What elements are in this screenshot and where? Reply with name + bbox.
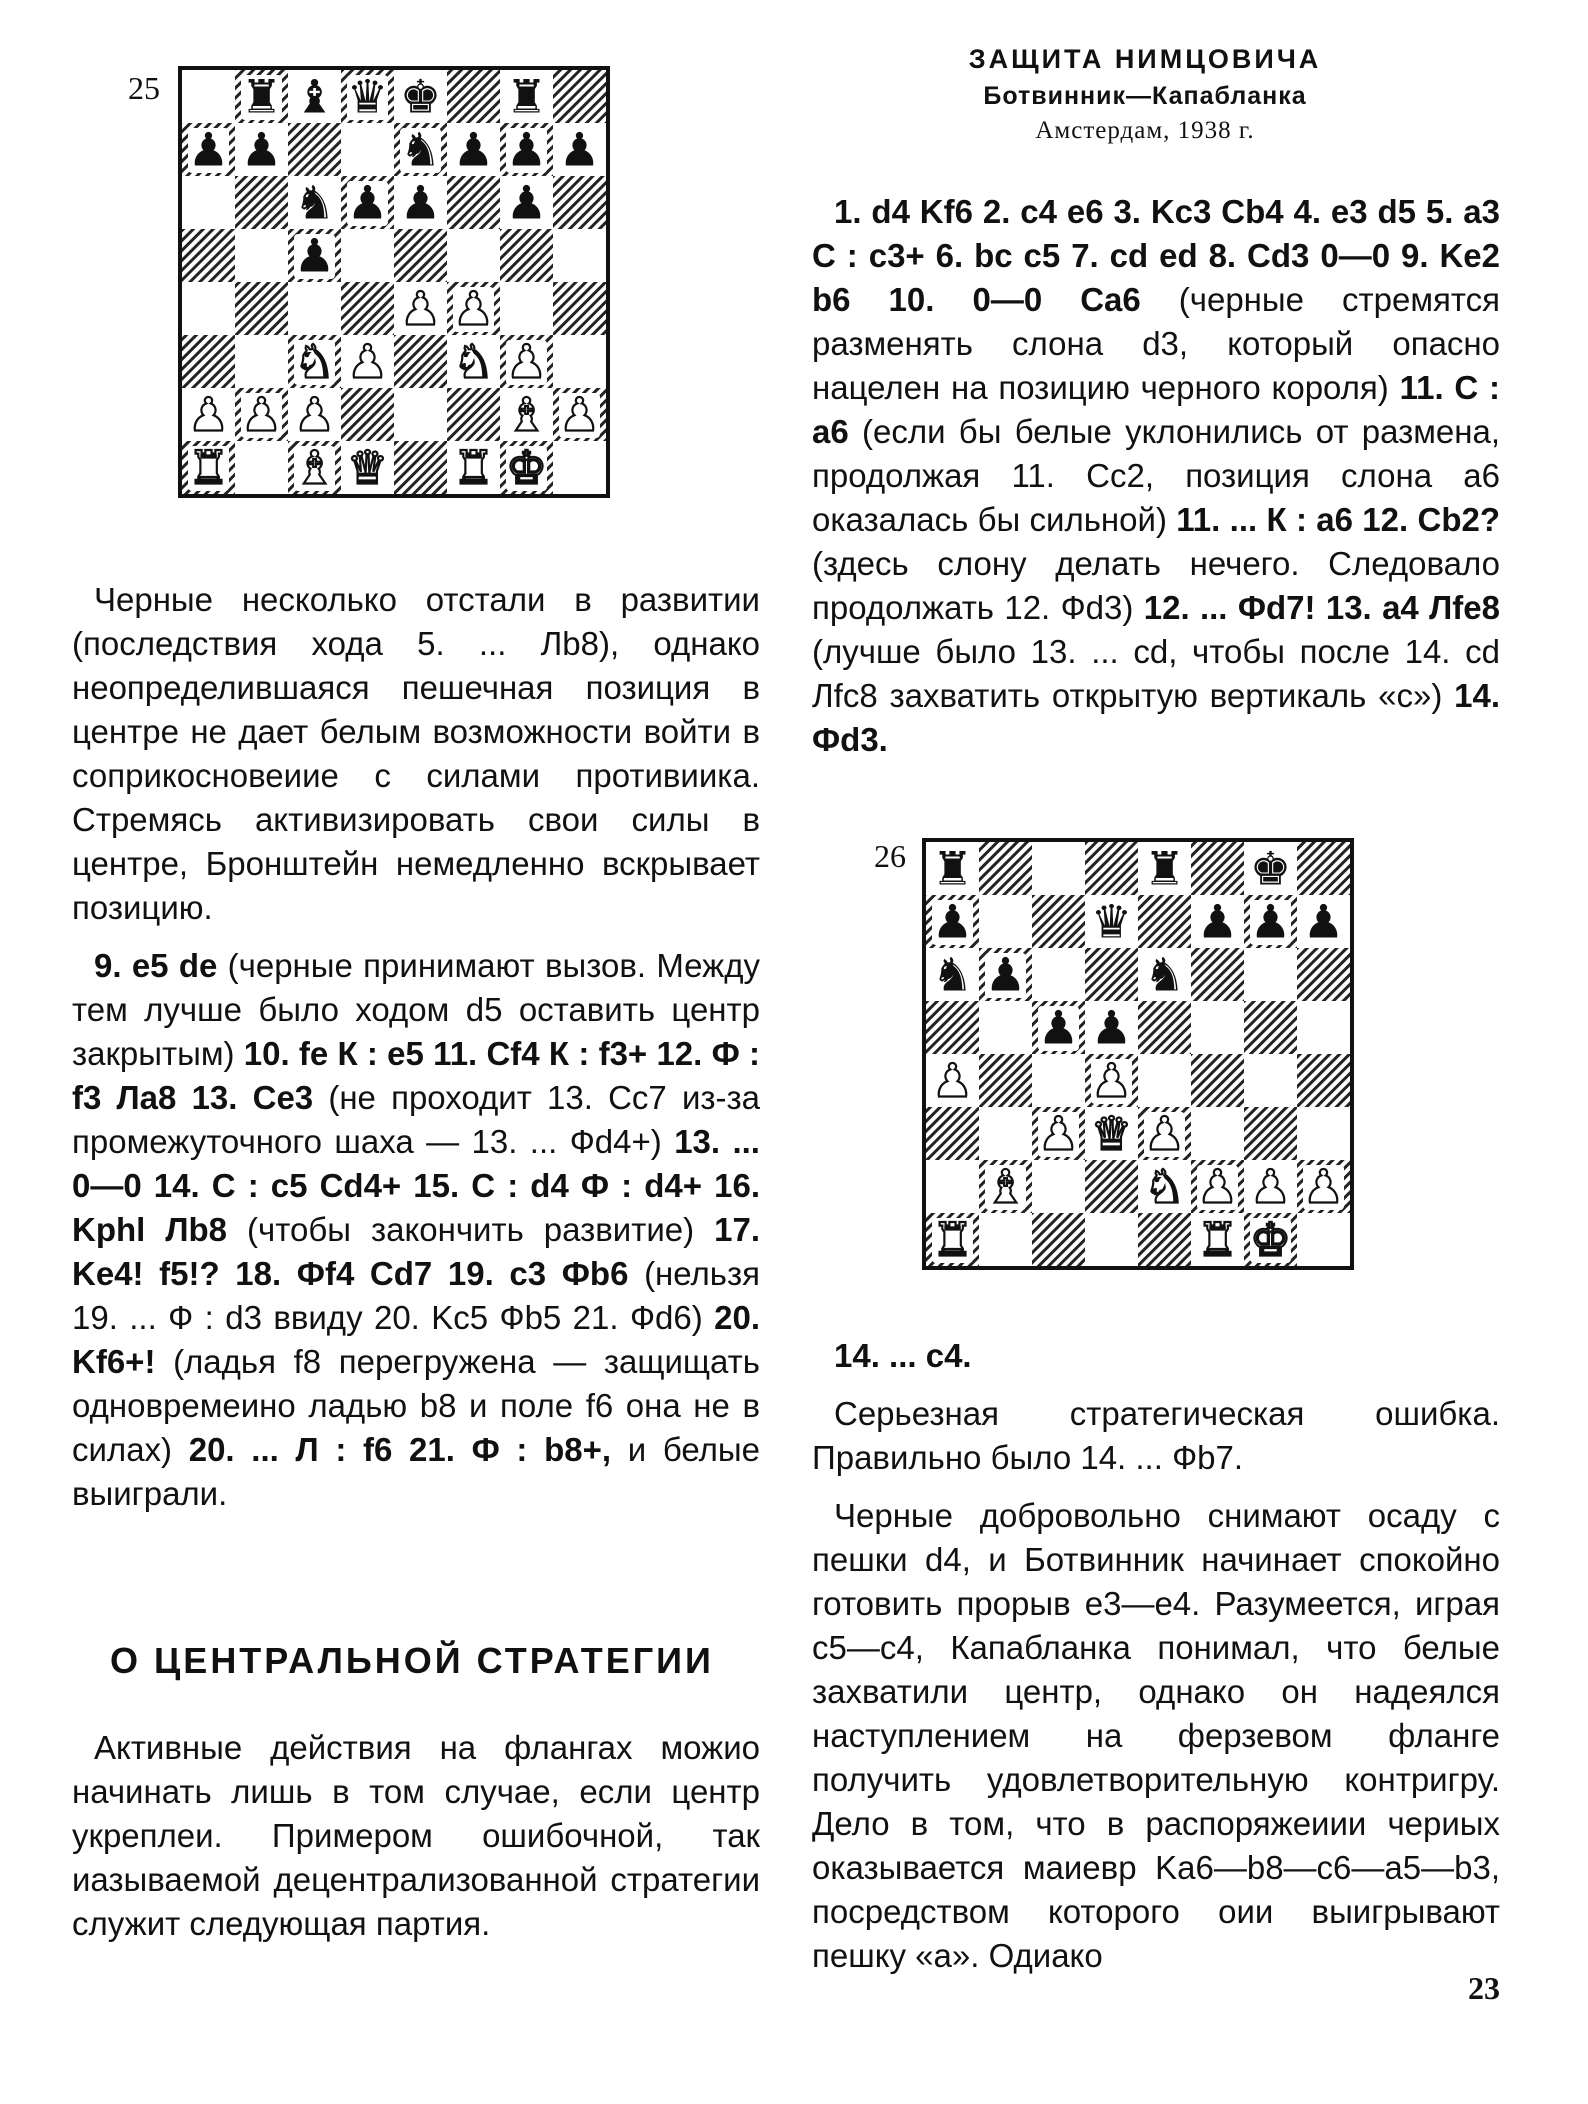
light-square [979, 895, 1032, 948]
dark-square [1138, 1213, 1191, 1266]
move-notation: 13. ... 0—0 14. С : c5 Cd4+ 15. С : d4 Ф : d4+ 16. Kphl Лb8 [72, 1123, 760, 1248]
paragraph-game-moves [812, 190, 1500, 762]
dark-square [1244, 1107, 1297, 1160]
light-square [1032, 1160, 1085, 1213]
white-pawn-icon: ♟ [1143, 1106, 1186, 1161]
light-square [1244, 1054, 1297, 1107]
white-pawn-icon: ♟ [293, 387, 336, 442]
chessboard-25-svg [182, 70, 606, 494]
right-column-bottom [812, 1334, 1500, 1992]
white-pawn-icon: ♟ [505, 334, 548, 389]
white-pawn-icon: ♟ [187, 387, 230, 442]
paragraph-game-continuation [72, 944, 760, 1516]
dark-square [447, 176, 500, 229]
annotation-text: (чтобы закончить развитие) [227, 1211, 715, 1248]
annotation-text: (ладья f8 перегружена — защищать одновремеино ладью b8 и поле f6 она не в силах) [72, 1343, 760, 1468]
paragraph-strategic-error: Серьезная стратегическая ошибка. Правильно было 14. ... Фb7. [812, 1395, 1500, 1476]
black-pawn-icon: ♟ [346, 175, 389, 230]
black-pawn-icon: ♟ [558, 122, 601, 177]
dark-square [1085, 1160, 1138, 1213]
light-square [341, 229, 394, 282]
black-rook-icon: ♜ [505, 70, 548, 124]
page-number: 23 [1468, 1970, 1500, 2006]
light-square [1297, 1107, 1350, 1160]
black-pawn-icon: ♟ [1090, 1000, 1133, 1055]
black-pawn-icon: ♟ [240, 122, 283, 177]
white-pawn-icon: ♟ [1302, 1159, 1345, 1214]
light-square [1085, 1213, 1138, 1266]
dark-square [1191, 842, 1244, 895]
dark-square [1138, 1001, 1191, 1054]
game-header [800, 40, 1490, 148]
game-players: Ботвинник—Капабланка [983, 82, 1307, 110]
dark-square [926, 1001, 979, 1054]
dark-square [394, 335, 447, 388]
white-bishop-icon: ♝ [984, 1159, 1027, 1214]
white-pawn-icon: ♟ [1196, 1159, 1239, 1214]
diagram-26-number: 26 [874, 838, 906, 874]
left-column [72, 578, 760, 1530]
light-square [182, 282, 235, 335]
black-pawn-icon: ♟ [984, 947, 1027, 1002]
white-king-icon: ♚ [505, 440, 548, 494]
dark-square [1085, 948, 1138, 1001]
white-pawn-icon: ♟ [346, 334, 389, 389]
white-pawn-icon: ♟ [1090, 1053, 1133, 1108]
chessboard-26-svg [926, 842, 1350, 1266]
move-notation: 12. ... Фd7! 13. a4 Лfe8 [1143, 589, 1500, 626]
light-square [182, 176, 235, 229]
light-square [394, 388, 447, 441]
move-notation: 17. Ke4! f5!? 18. Фf4 Cd7 19. c3 Фb6 [72, 1211, 760, 1292]
black-king-icon: ♚ [1249, 842, 1292, 896]
black-pawn-icon: ♟ [505, 175, 548, 230]
dark-square [235, 282, 288, 335]
annotation-text: (черные стремятся разменять слона d3, который опасно нацелен на позицию черного короля) [812, 281, 1500, 406]
dark-square [341, 282, 394, 335]
dark-square [288, 123, 341, 176]
left-column-bottom [72, 1726, 760, 1960]
dark-square [394, 441, 447, 494]
dark-square [553, 176, 606, 229]
white-pawn-icon: ♟ [931, 1053, 974, 1108]
annotation-text: (не проходит 13. Cc7 из-за промежуточного шаха — 13. ... Фd4+) [72, 1079, 760, 1160]
dark-square [447, 388, 500, 441]
black-pawn-icon: ♟ [293, 228, 336, 283]
light-square [1032, 1054, 1085, 1107]
dark-square [1191, 1054, 1244, 1107]
light-square [1138, 1054, 1191, 1107]
chessboard-26 [922, 838, 1354, 1270]
black-pawn-icon: ♟ [187, 122, 230, 177]
black-rook-icon: ♜ [240, 70, 283, 124]
light-square [1297, 1001, 1350, 1054]
black-knight-icon: ♞ [293, 175, 336, 230]
dark-square [1297, 948, 1350, 1001]
light-square [553, 229, 606, 282]
light-square [1032, 842, 1085, 895]
light-square [926, 1160, 979, 1213]
dark-square [553, 282, 606, 335]
move-notation: 20. Kf6+! [72, 1299, 760, 1380]
white-pawn-icon: ♟ [1037, 1106, 1080, 1161]
black-pawn-icon: ♟ [1302, 894, 1345, 949]
dark-square [182, 335, 235, 388]
light-square [1244, 948, 1297, 1001]
dark-square [1138, 895, 1191, 948]
white-pawn-icon: ♟ [558, 387, 601, 442]
white-rook-icon: ♜ [931, 1212, 974, 1266]
move-notation: 14. Фd3. [812, 677, 1500, 758]
white-pawn-icon: ♟ [452, 281, 495, 336]
light-square [235, 441, 288, 494]
dark-square [1297, 1054, 1350, 1107]
annotation-text: (лучше было 13. ... cd, чтобы после 14. cd Лfc8 захватить открытую вертикаль «c») [812, 633, 1500, 714]
white-bishop-icon: ♝ [293, 440, 336, 494]
black-queen-icon: ♛ [1090, 894, 1133, 949]
white-pawn-icon: ♟ [1249, 1159, 1292, 1214]
light-square [1191, 1107, 1244, 1160]
dark-square [1191, 948, 1244, 1001]
dark-square [1297, 842, 1350, 895]
white-rook-icon: ♜ [452, 440, 495, 494]
right-column-top [812, 190, 1500, 776]
paragraph-commentary-25: Черные несколько отстали в развитии (последствия хода 5. ... Лb8), однако неопределившаяся пешечная позиция в центре не дает белым возможности войти в соприкосновеиие с силами противиика. Стремясь активизировать свои силы в центре, Бронштейн немедленно вскрывает позицию. [72, 581, 760, 926]
white-knight-icon: ♞ [452, 334, 495, 389]
dark-square [235, 176, 288, 229]
game-place: Амстердам, 1938 г. [1035, 117, 1255, 144]
white-bishop-icon: ♝ [505, 387, 548, 442]
black-pawn-icon: ♟ [1196, 894, 1239, 949]
light-square [553, 335, 606, 388]
light-square [979, 1213, 1032, 1266]
light-square [235, 335, 288, 388]
paragraph-analysis: Черные добровольно снимают осаду с пешки d4, и Ботвинник начинает спокойно готовить прорыв e3—e4. Разумеется, играя c5—c4, Капабланка понимал, что белые захватили центр, однако он надеялся наступлением на ферзевом фланге получить удовлетворительную контригру. Дело в том, что в распоряжеиии чериых оказывается маиевр Ka6—b8—c6—a5—b3, посредством которого оии выигрывают пешку «a». Одиако [812, 1497, 1500, 1974]
black-rook-icon: ♜ [1143, 842, 1186, 896]
dark-square [394, 229, 447, 282]
move-notation: 1. d4 Kf6 2. c4 e6 3. Kc3 Cb4 4. e3 d5 5. a3 С : c3+ 6. bc c5 7. cd ed 8. Cd3 0—0 9. Ke2 b6 10. 0—0 Ca6 [812, 193, 1500, 318]
move-notation: 10. fe К : e5 11. Cf4 К : f3+ 12. Ф : f3 Лa8 13. Ce3 [72, 1035, 761, 1116]
light-square [979, 1001, 1032, 1054]
light-square [1032, 948, 1085, 1001]
move-notation: 20. ... Л : f6 21. Ф : b8+, [188, 1431, 612, 1468]
black-knight-icon: ♞ [399, 122, 442, 177]
black-rook-icon: ♜ [931, 842, 974, 896]
move-14: 14. ... c4. [834, 1337, 972, 1374]
annotation-text: (здесь слону делать нечего. Следовало продолжать 12. Фd3) [812, 545, 1500, 626]
black-pawn-icon: ♟ [931, 894, 974, 949]
annotation-text: (если бы белые уклонились от размена, продолжая 11. Cc2, позиция слона a6 оказалась бы сильной) [812, 413, 1500, 538]
light-square [500, 282, 553, 335]
dark-square [553, 70, 606, 123]
dark-square [1085, 842, 1138, 895]
black-pawn-icon: ♟ [399, 175, 442, 230]
white-knight-icon: ♞ [293, 334, 336, 389]
black-pawn-icon: ♟ [1249, 894, 1292, 949]
paragraph-central-strategy: Активные действия на флангах можио начинать лишь в том случае, если центр укреплеи. Примером ошибочной, так иазываемой децентрализованной стратегии служит следующая партия. [72, 1729, 760, 1942]
black-pawn-icon: ♟ [1037, 1000, 1080, 1055]
white-queen-icon: ♛ [1090, 1106, 1133, 1161]
light-square [1297, 1213, 1350, 1266]
diagram-25-number: 25 [128, 70, 160, 106]
move-notation: 11. С : a6 [812, 369, 1500, 450]
light-square [447, 229, 500, 282]
dark-square [500, 229, 553, 282]
dark-square [341, 388, 394, 441]
white-pawn-icon: ♟ [399, 281, 442, 336]
light-square [182, 70, 235, 123]
white-pawn-icon: ♟ [240, 387, 283, 442]
move-notation: 9. e5 de [94, 947, 218, 984]
light-square [235, 229, 288, 282]
black-pawn-icon: ♟ [452, 122, 495, 177]
white-knight-icon: ♞ [1143, 1159, 1186, 1214]
black-knight-icon: ♞ [1143, 947, 1186, 1002]
opening-title: ЗАЩИТА НИМЦОВИЧА [968, 44, 1322, 74]
annotation-text: и белые выиграли. [72, 1431, 760, 1512]
white-rook-icon: ♜ [1196, 1212, 1239, 1266]
annotation-text: (черные принимают вызов. Между тем лучше было ходом d5 оставить центр закрытым) [72, 947, 760, 1072]
light-square [553, 441, 606, 494]
black-queen-icon: ♛ [346, 70, 389, 124]
chessboard-25 [178, 66, 610, 498]
dark-square [979, 1054, 1032, 1107]
dark-square [182, 229, 235, 282]
white-queen-icon: ♛ [346, 440, 389, 494]
black-pawn-icon: ♟ [505, 122, 548, 177]
white-rook-icon: ♜ [187, 440, 230, 494]
annotation-text: (нельзя 19. ... Ф : d3 ввиду 20. Kc5 Фb5 21. Фd6) [72, 1255, 760, 1336]
dark-square [1032, 1213, 1085, 1266]
dark-square [979, 842, 1032, 895]
dark-square [926, 1107, 979, 1160]
black-knight-icon: ♞ [931, 947, 974, 1002]
white-king-icon: ♚ [1249, 1212, 1292, 1266]
light-square [979, 1107, 1032, 1160]
move-notation: 11. ... К : a6 12. Cb2? [1176, 501, 1500, 538]
dark-square [447, 70, 500, 123]
dark-square [1032, 895, 1085, 948]
light-square [1191, 1001, 1244, 1054]
black-king-icon: ♚ [399, 70, 442, 124]
light-square [341, 123, 394, 176]
light-square [288, 282, 341, 335]
section-title: О ЦЕНТРАЛЬНОЙ СТРАТЕГИИ [110, 1640, 714, 1681]
dark-square [1244, 1001, 1297, 1054]
black-bishop-icon: ♝ [293, 70, 336, 124]
